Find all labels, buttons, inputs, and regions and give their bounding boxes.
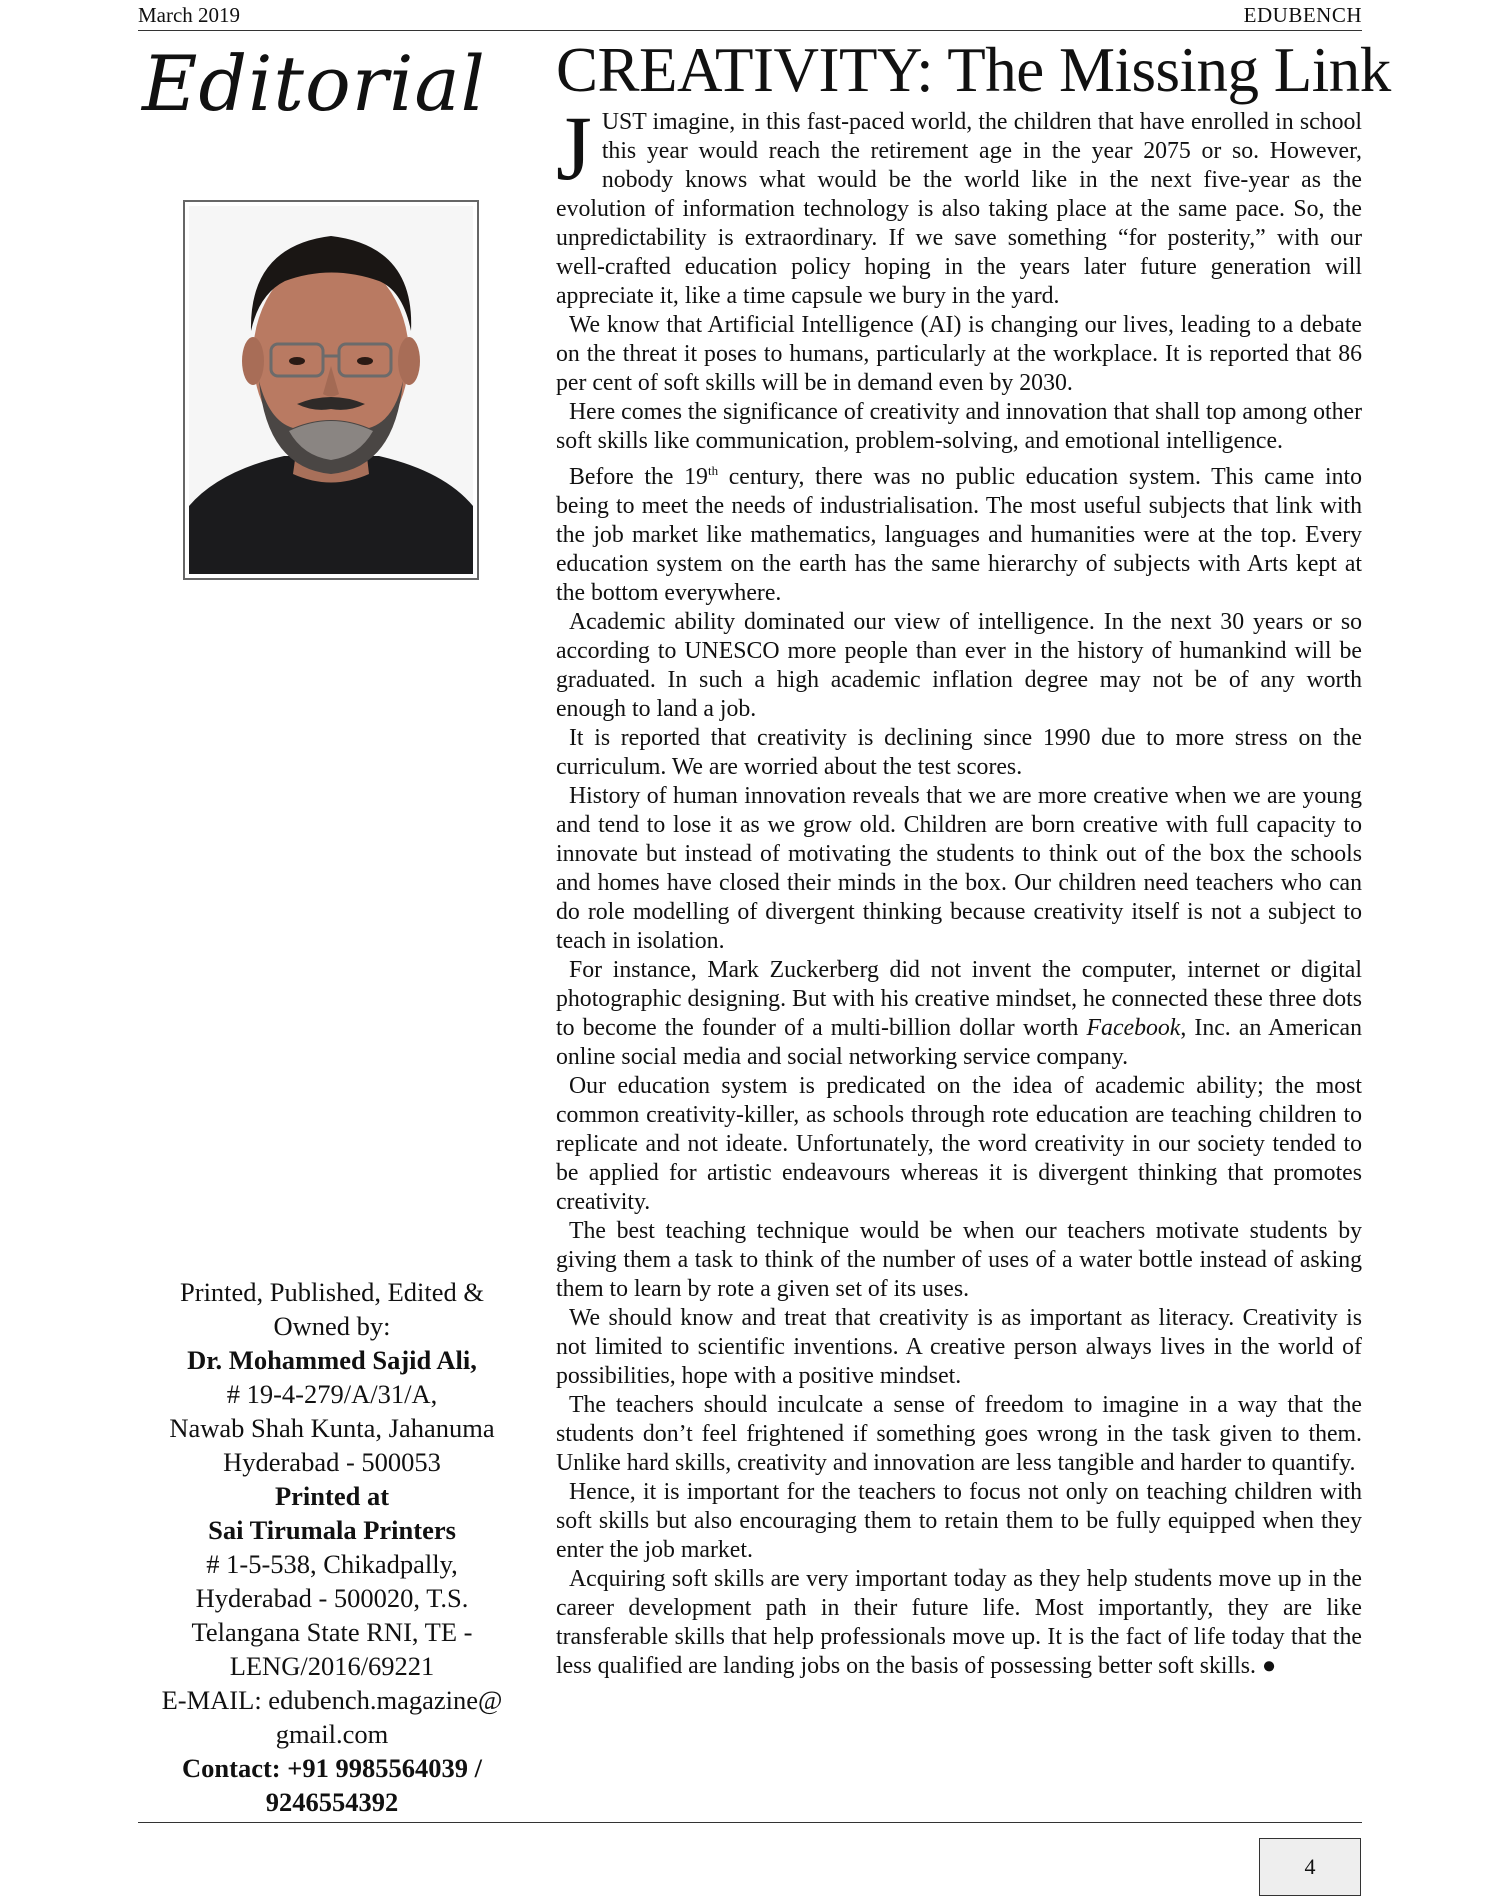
rni-number: LENG/2016/69221 bbox=[229, 1651, 435, 1681]
section-label: Editorial bbox=[142, 39, 486, 128]
printer-address: Hyderabad - 500020, T.S. bbox=[195, 1583, 469, 1613]
paragraph-8-text-a: For instance, Mark Zuckerberg did not invent the computer, internet or digital photographic designing. But with his creative mindset, he connected these three dots to become the founder of a multi-billion dollar worth bbox=[556, 956, 1362, 1041]
paragraph-13: Hence, it is important for the teachers to focus not only on teaching children with soft skills but also encouraging them to retain them to be fully equipped when they enter the job market. bbox=[556, 1478, 1362, 1563]
superscript-th: th bbox=[707, 463, 719, 478]
paragraph-4 bbox=[556, 456, 1362, 608]
article-title: CREATIVITY: The Missing Link bbox=[556, 35, 1391, 105]
email-line: E-MAIL: edubench.magazine@ bbox=[161, 1685, 503, 1715]
drop-cap: J bbox=[556, 97, 592, 199]
printer-name: Sai Tirumala Printers bbox=[208, 1515, 456, 1545]
email-line: gmail.com bbox=[275, 1719, 389, 1749]
paragraph-5: Academic ability dominated our view of intelligence. In the next 30 years or so according to UNESCO more people than ever in the history of humankind will be graduated. In such a high academic inflation degree may not be of any worth enough to land a job. bbox=[556, 608, 1362, 722]
printer-address: # 1-5-538, Chikadpally, bbox=[206, 1549, 458, 1579]
paragraph-1-text: UST imagine, in this fast-paced world, the children that have enrolled in school this year would reach the retirement age in the year 2075 or so. However, nobody knows what would be the world like in the next five-year as the evolution of information technology is also taking place at the same pace. So, the unpredictability is extraordinary. If we save something “for posterity,” with our well-crafted education policy hoping in the years later future generation will appreciate it, like a time capsule we bury in the yard. bbox=[556, 109, 1362, 309]
magazine-name: EDUBENCH bbox=[1243, 3, 1362, 27]
printed-at-label: Printed at bbox=[274, 1481, 390, 1511]
paragraph-8-text-b: , Inc. an American online social media and social networking service company. bbox=[556, 1014, 1362, 1070]
paragraph-4-text-a: Before the 19 bbox=[569, 463, 708, 490]
contact-line: 9246554392 bbox=[265, 1787, 399, 1817]
owner-address: # 19-4-279/A/31/A, bbox=[226, 1379, 438, 1409]
bottom-divider bbox=[138, 1822, 1362, 1823]
page-number: 4 bbox=[1259, 1838, 1361, 1896]
issue-date: March 2019 bbox=[138, 3, 241, 27]
imprint-block bbox=[142, 1275, 522, 1819]
paragraph-7: History of human innovation reveals that we are more creative when we are young and tend to lose it as we grow old. Children are born creative with full capacity to innovate but instead of motivating the students to think out of the box the schools and homes have closed their minds in the box. Our children need teachers who can do role modelling of divergent thinking because creativity itself is not a subject to teach in isolation. bbox=[556, 782, 1362, 954]
contact-line: Contact: +91 9985564039 / bbox=[182, 1753, 482, 1783]
paragraph-10: The best teaching technique would be when our teachers motivate students by giving them a task to think of the number of uses of a water bottle instead of asking them to learn by rote a given set of its uses. bbox=[556, 1217, 1362, 1302]
paragraph-6: It is reported that creativity is declining since 1990 due to more stress on the curriculum. We are worried about the test scores. bbox=[556, 724, 1362, 780]
paragraph-1 bbox=[556, 97, 1362, 311]
paragraph-4-text-b: century, there was no public education system. This came into being to meet the needs of industrialisation. The most useful subjects that link with the job market like mathematics, languages and humanities were at the top. Every education system on the earth has the same hierarchy of subjects with Arts kept at the bottom everywhere. bbox=[556, 463, 1362, 606]
imprint-line: Printed, Published, Edited & bbox=[180, 1277, 484, 1307]
paragraph-11: We should know and treat that creativity is as important as literacy. Creativity is not limited to scientific inventions. A creative person always lives in the world of possibilities, hope with a positive mindset. bbox=[556, 1304, 1362, 1389]
paragraph-3: Here comes the significance of creativity and innovation that shall top among other soft skills like communication, problem-solving, and emotional intelligence. bbox=[556, 399, 1362, 454]
paragraph-14: Acquiring soft skills are very important today as they help students move up in the career development path in their future life. Most importantly, they are like transferable skills that help professionals move up. It is the fact of life today that the less qualified are landing jobs on the basis of possessing better soft skills. ● bbox=[556, 1565, 1362, 1679]
owner-address: Nawab Shah Kunta, Jahanuma bbox=[169, 1413, 495, 1443]
editor-portrait-image bbox=[189, 206, 473, 574]
paragraph-8 bbox=[556, 956, 1362, 1072]
paragraph-12: The teachers should inculcate a sense of freedom to imagine in a way that the students don’t feel frightened if something goes wrong in the task given to them. Unlike hard skills, creativity and innovation are less tangible and harder to quantify. bbox=[556, 1391, 1362, 1476]
imprint-line: Owned by: bbox=[273, 1311, 391, 1341]
article-body bbox=[556, 97, 1362, 1681]
owner-name: Dr. Mohammed Sajid Ali, bbox=[187, 1345, 477, 1375]
rni-number: Telangana State RNI, TE - bbox=[191, 1617, 473, 1647]
paragraph-9: Our education system is predicated on the idea of academic ability; the most common creativity-killer, as schools through rote education are teaching children to replicate and not ideate. Unfortunately, the word creativity in our society tended to be applied for artistic endeavours whereas it is divergent thinking that promotes creativity. bbox=[556, 1072, 1362, 1215]
facebook-italic: Facebook bbox=[1086, 1014, 1181, 1041]
paragraph-2: We know that Artificial Intelligence (AI) is changing our lives, leading to a debate on the threat it poses to humans, particularly at the workplace. It is reported that 86 per cent of soft skills will be in demand even by 2030. bbox=[556, 312, 1362, 396]
editor-photo bbox=[183, 200, 479, 580]
owner-address: Hyderabad - 500053 bbox=[223, 1447, 441, 1477]
